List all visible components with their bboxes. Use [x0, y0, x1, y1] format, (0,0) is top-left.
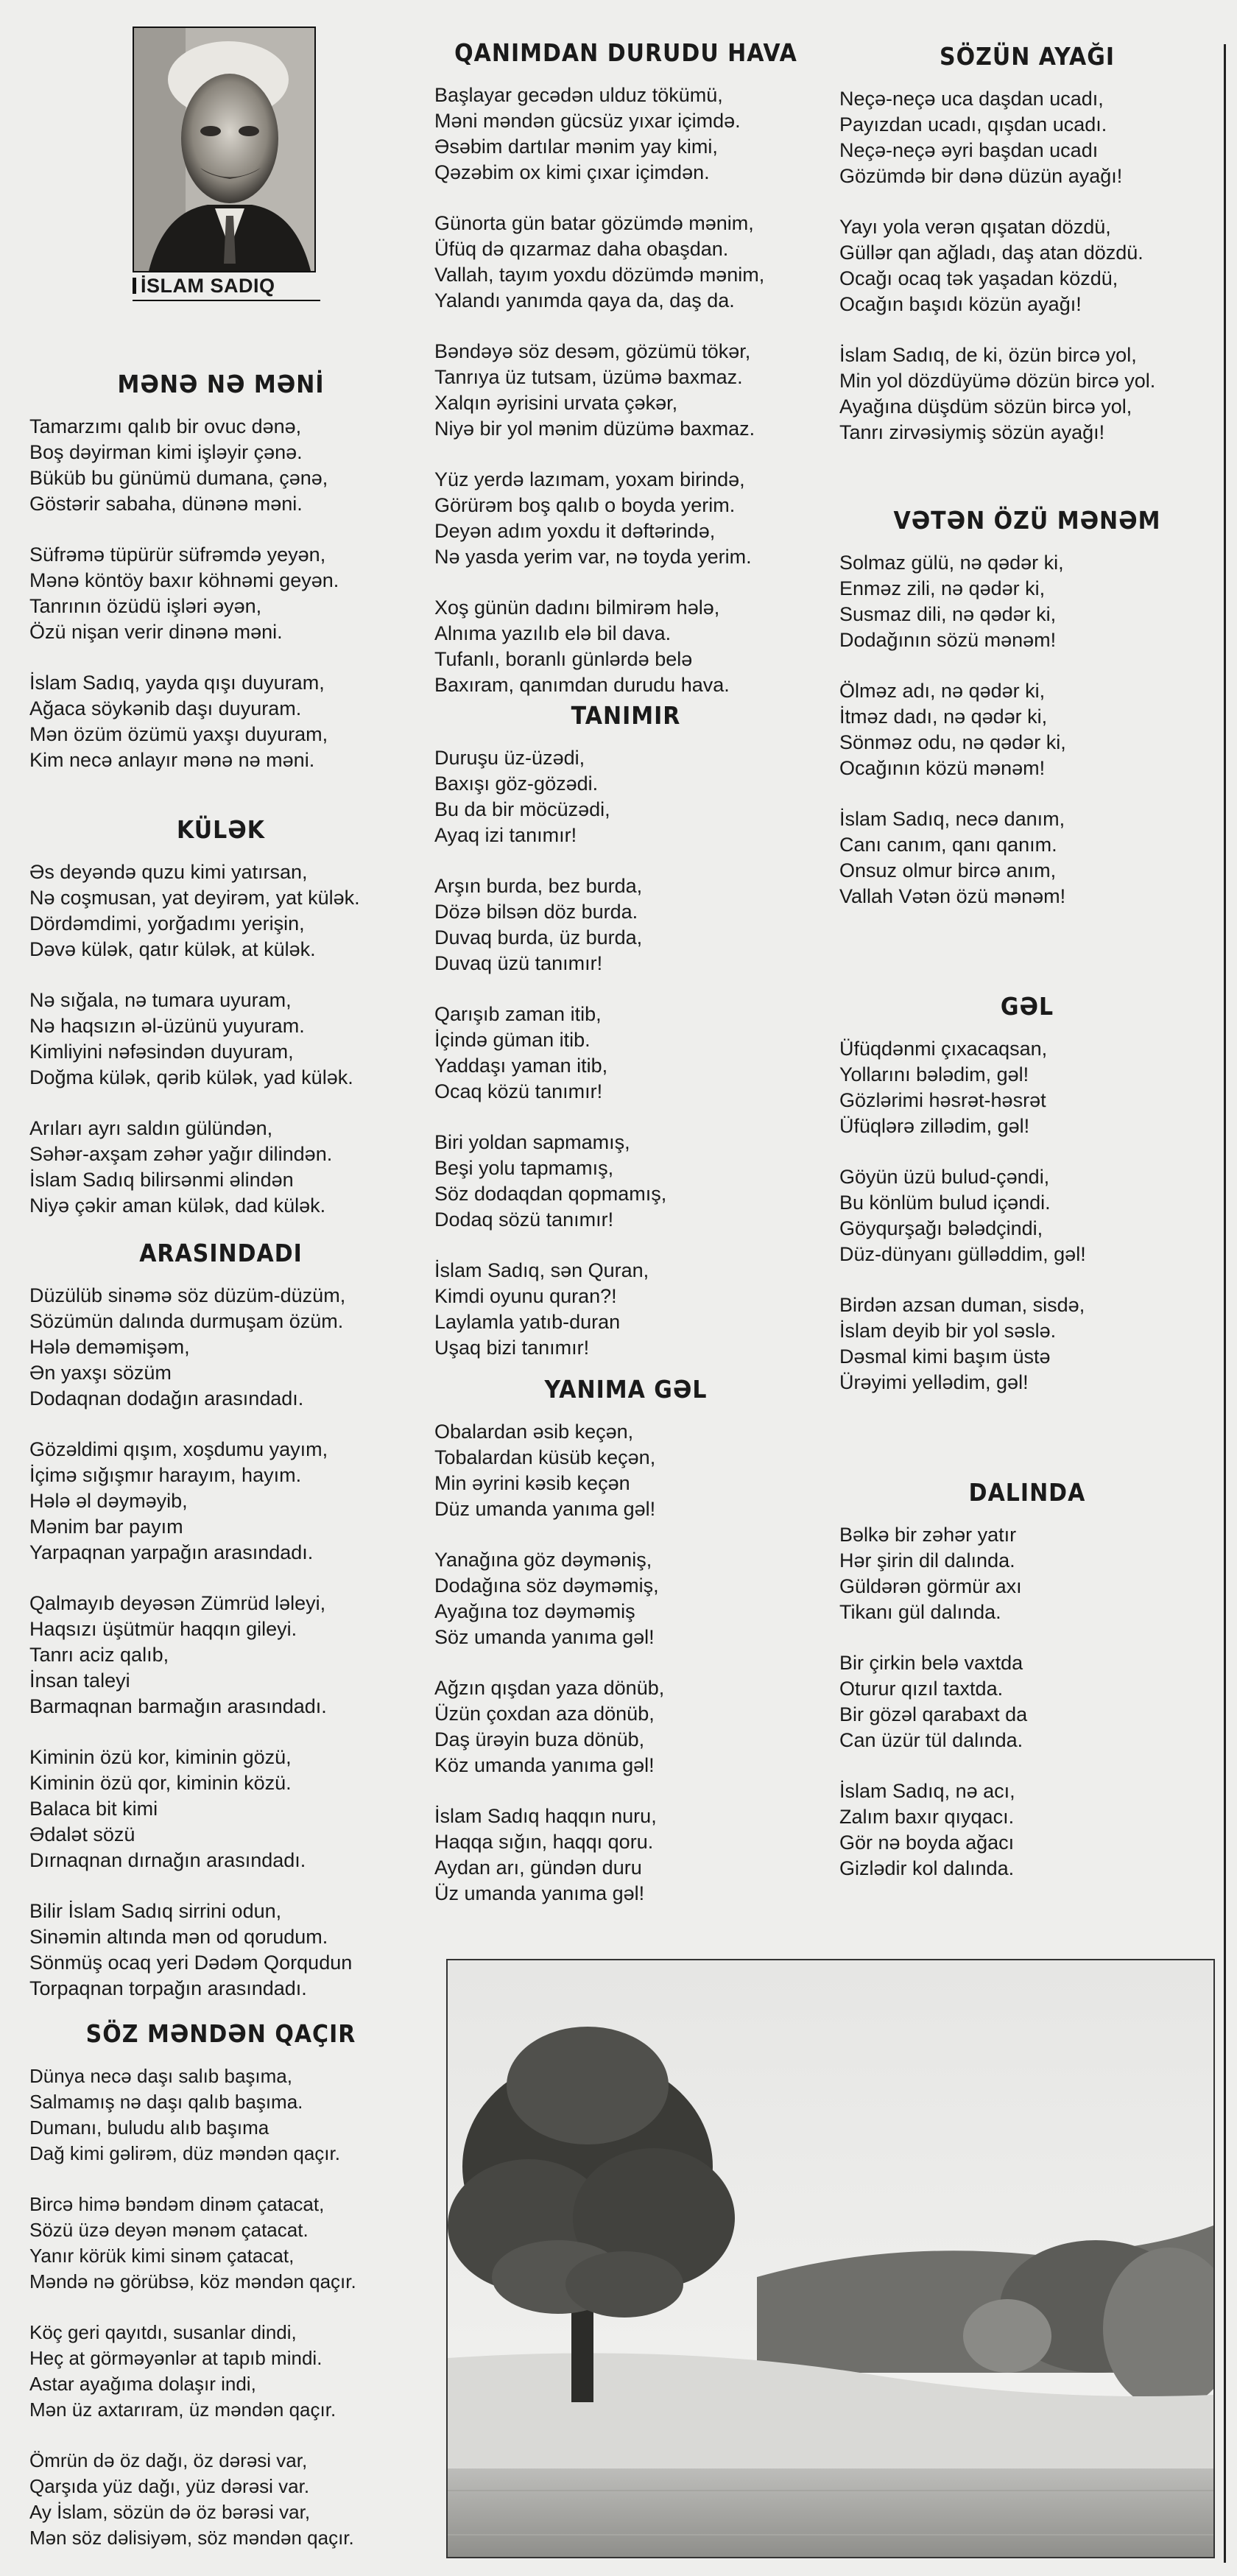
poem-line: Ocaq közü tanımır! — [434, 1080, 603, 1102]
poem-line: Ocağın başıdı közün ayağı! — [839, 293, 1082, 315]
poem-line: Tanrının özüdü işləri əyən, — [29, 595, 262, 617]
poem-line: Gözəldimi qışım, xoşdumu yayım, — [29, 1438, 328, 1460]
poem-line: İslam deyib bir yol səslə. — [839, 1320, 1057, 1342]
poem-line: Bu könlüm bulud içəndi. — [839, 1192, 1051, 1214]
poem-line: Söz dodaqdan qopmamış, — [434, 1183, 667, 1205]
poem-line: Məndə nə görübsə, köz məndən qaçır. — [29, 2270, 356, 2292]
poem-line: Daş ürəyin buza dönüb, — [434, 1728, 645, 1750]
poem-line: Köç geri qayıtdı, susanlar dindi, — [29, 2321, 297, 2343]
poem-soz-menden-qacir — [29, 2021, 412, 2576]
poem-line: Salmamış nə daşı qalıb başıma. — [29, 2091, 303, 2113]
stanza — [839, 1522, 1215, 1625]
poem-line: Zalım baxır qıyqacı. — [839, 1806, 1015, 1828]
poem-line: Dırnaqnan dırnağın arasındadı. — [29, 1849, 306, 1871]
poem-line: Mənə köntöy baxır köhnəmi geyən. — [29, 569, 339, 591]
poem-line: Boş dəyirman kimi işləyir çənə. — [29, 441, 303, 463]
poem-line: Yayı yola verən qışatan dözdü, — [839, 216, 1111, 238]
poem-line: Duruşu üz-üzədi, — [434, 747, 585, 769]
poem-line: Canı canım, qanı qanım. — [839, 834, 1057, 856]
poem-line: Sinəmin altında mən od qorudum. — [29, 1926, 328, 1948]
stanza — [434, 211, 817, 314]
poem-line: Hələ əl dəyməyib, — [29, 1490, 188, 1512]
poem-line: Görürəm boş qalıb o boyda yerim. — [434, 494, 736, 516]
poem-line: Yanır körük kimi sinəm çatacat, — [29, 2245, 295, 2267]
poem-title: ARASINDADI — [139, 1239, 303, 1268]
poem-line: Aydan arı, gündən duru — [434, 1857, 642, 1879]
poem-line: Heç at görməyənlər at tapıb mindi. — [29, 2347, 323, 2369]
stanza — [434, 339, 817, 442]
poem-line: Qarşıda yüz dağı, yüz dərəsi var. — [29, 2475, 310, 2497]
stanza — [839, 1778, 1215, 1882]
poem-line: İtməz dadı, nə qədər ki, — [839, 705, 1048, 728]
poem-line: Mənim bar payım — [29, 1516, 183, 1538]
poem-line: Yanağına göz dəyməniş, — [434, 1549, 652, 1571]
poem-line: Tufanlı, boranlı günlərdə belə — [434, 648, 693, 670]
poem-line: Duvaq burda, üz burda, — [434, 926, 643, 949]
poem-line: Nə coşmusan, yat deyirəm, yat külək. — [29, 887, 360, 909]
poem-line: Məni məndən gücsüz yıxar içimdə. — [434, 110, 741, 132]
poem-line: İçində güman itib. — [434, 1029, 591, 1051]
poem-line: Mən özüm özümü yaxşı duyuram, — [29, 723, 328, 745]
poem-title: KÜLƏK — [177, 816, 265, 845]
poem-line: Neçə-neçə uca daşdan ucadı, — [839, 88, 1104, 110]
poem-title: GƏL — [1000, 993, 1054, 1021]
poem-line: Baxıram, qanımdan durudu hava. — [434, 674, 730, 696]
poem-line: Tamarzımı qalıb bir ovuc dənə, — [29, 415, 302, 437]
poem-title: VƏTƏN ÖZÜ MƏNƏM — [893, 507, 1161, 535]
poem-line: Özü nişan verir dinənə məni. — [29, 621, 283, 643]
poem-line: Gizlədir kol dalında. — [839, 1857, 1015, 1879]
poem-line: Astar ayağıma dolaşır indi, — [29, 2373, 256, 2395]
poem-line: Haqsızı üşütmür haqqın gileyi. — [29, 1618, 297, 1640]
poem-line: Ocağı ocaq tək yaşadan közdü, — [839, 267, 1118, 289]
stanza — [839, 678, 1215, 781]
poem-line: Sönməz odu, nə qədər ki, — [839, 731, 1066, 753]
poem-line: Üfüq də qızarmaz daha obaşdan. — [434, 238, 729, 260]
poem-line: Günorta gün batar gözümdə mənim, — [434, 212, 754, 234]
stanza — [434, 1002, 817, 1105]
poem-line: Doğma külək, qərib külək, yad külək. — [29, 1066, 353, 1088]
poem-line: Üfüqdənmi çıxacaqsan, — [839, 1038, 1048, 1060]
poem-line: Ürəyimi yellədim, gəl! — [839, 1371, 1029, 1393]
stanza — [29, 1745, 412, 1873]
stanza — [434, 1675, 817, 1778]
poem-line: Susmaz dili, nə qədər ki, — [839, 603, 1057, 625]
poem-line: Ağaca söykənib daşı duyuram. — [29, 697, 302, 719]
poem-line: Solmaz gülü, nə qədər ki, — [839, 552, 1064, 574]
poem-line: Göstərir sabaha, dünənə məni. — [29, 493, 303, 515]
tree-landscape-image — [448, 1960, 1213, 2557]
stanza — [434, 745, 817, 848]
poem-line: Kimdi oyunu quran?! — [434, 1285, 617, 1307]
poem-kulek — [29, 817, 412, 1244]
poem-line: Bircə himə bəndəm dinəm çatacat, — [29, 2193, 325, 2215]
poem-line: İslam Sadıq, de ki, özün bircə yol, — [839, 344, 1137, 366]
poem-line: Hər şirin dil dalında. — [839, 1549, 1015, 1572]
poem-line: Payızdan ucadı, qışdan ucadı. — [839, 113, 1107, 136]
poem-title: TANIMIR — [571, 702, 681, 731]
poem-line: Əs deyəndə quzu kimi yatırsan, — [29, 861, 308, 883]
author-portrait-image — [134, 28, 314, 271]
poem-line: Ocağının közü mənəm! — [839, 757, 1046, 779]
stanza — [29, 1116, 412, 1219]
stanza — [839, 1036, 1215, 1139]
poem-line: Düzülüb sinəmə söz düzüm-düzüm, — [29, 1284, 346, 1306]
poem-line: Qarışıb zaman itib, — [434, 1003, 602, 1025]
poem-line: Min əyrini kəsib keçən — [434, 1472, 630, 1494]
poem-line: Üz umanda yanıma gəl! — [434, 1882, 645, 1904]
poem-line: Ayağına toz dəyməmiş — [434, 1600, 635, 1622]
stanza — [839, 86, 1215, 189]
poem-line: Duvaq üzü tanımır! — [434, 952, 603, 974]
poem-line: Göyün üzü bulud-çəndi, — [839, 1166, 1050, 1188]
poem-title: MƏNƏ NƏ MƏNİ — [117, 370, 325, 399]
poem-line: Dumanı, buludu alıb başıma — [29, 2116, 269, 2139]
poem-line: Uşaq bizi tanımır! — [434, 1337, 590, 1359]
poem-line: İslam Sadıq, sən Quran, — [434, 1259, 649, 1281]
poem-line: İslam Sadıq, yayda qışı duyuram, — [29, 672, 325, 694]
stanza — [29, 2192, 412, 2295]
poem-line: Yollarını bələdim, gəl! — [839, 1063, 1029, 1085]
poem-line: Səhər-axşam zəhər yağır dilindən. — [29, 1143, 333, 1165]
poem-line: Neçə-neçə əyri başdan ucadı — [839, 139, 1099, 161]
stanza — [29, 988, 412, 1091]
poem-line: Qəzəbim ox kimi çıxar içimdən. — [434, 161, 710, 183]
poem-dalinda — [839, 1480, 1215, 1907]
poem-line: Dodağına söz dəyməmiş, — [434, 1574, 659, 1597]
poem-line: Oturur qızıl taxtda. — [839, 1678, 1004, 1700]
poem-line: İslam Sadıq bilirsənmi əlindən — [29, 1169, 294, 1191]
poem-line: Qalmayıb deyəsən Zümrüd ləleyi, — [29, 1592, 326, 1614]
author-caption: İSLAM SADIQ — [133, 275, 320, 301]
author-portrait — [133, 27, 316, 272]
poem-line: Xoş günün dadını bilmirəm hələ, — [434, 597, 720, 619]
poem-title: QANIMDAN DURUDU HAVA — [454, 39, 797, 68]
stanza — [29, 2448, 412, 2551]
stanza — [29, 859, 412, 963]
poem-line: Tanrı zirvəsiymiş sözün ayağı! — [839, 421, 1105, 443]
poem-line: Kim necə anlayır mənə nə məni. — [29, 749, 315, 771]
poem-line: Enməz zili, nə qədər ki, — [839, 577, 1046, 599]
poem-line: Dəsmal kimi başım üstə — [839, 1345, 1051, 1368]
poem-line: Bir çirkin belə vaxtda — [839, 1652, 1023, 1674]
poem-line: Vallah, tayım yoxdu dözümdə mənim, — [434, 264, 765, 286]
poem-line: Tanrı aciz qalıb, — [29, 1644, 169, 1666]
poem-line: Ədalət sözü — [29, 1823, 135, 1845]
stanza — [434, 467, 817, 570]
poem-line: Sözü üzə deyən mənəm çatacat. — [29, 2219, 309, 2241]
poem-line: Bir gözəl qarabaxt da — [839, 1703, 1028, 1725]
poem-line: Bəndəyə söz desəm, gözümü tökər, — [434, 340, 751, 362]
poem-line: Haqqa sığın, haqqı qoru. — [434, 1831, 654, 1853]
poem-arasindadi — [29, 1241, 412, 2027]
stanza — [839, 1650, 1215, 1753]
poem-line: Arşın burda, bez burda, — [434, 875, 643, 897]
poem-line: Güldərən görmür axı — [839, 1575, 1022, 1597]
poem-line: Mən söz dəlisiyəm, söz məndən qaçır. — [29, 2527, 354, 2549]
poem-line: İslam Sadıq, nə acı, — [839, 1780, 1015, 1802]
poem-line: Ömrün də öz dağı, öz dərəsi var, — [29, 2449, 308, 2471]
poem-line: Laylamla yatıb-duran — [434, 1311, 621, 1333]
stanza — [839, 342, 1215, 446]
stanza — [839, 550, 1215, 653]
poem-line: Nə sığala, nə tumara uyuram, — [29, 989, 292, 1011]
poem-line: Arıları ayrı saldın gülündən, — [29, 1117, 273, 1139]
poem-line: Tobalardan küsüb keçən, — [434, 1446, 656, 1468]
poem-sozun-ayagi — [839, 44, 1215, 471]
stanza — [434, 82, 817, 186]
poem-line: Göyqurşağı bələdçindi, — [839, 1217, 1043, 1239]
stanza — [434, 1803, 817, 1907]
poem-line: Kiminin özü kor, kiminin gözü, — [29, 1746, 292, 1768]
poem-line: Ağzın qışdan yaza dönüb, — [434, 1677, 665, 1699]
stanza — [839, 1164, 1215, 1267]
poem-line: Dodaq sözü tanımır! — [434, 1208, 614, 1231]
column-rule — [1224, 44, 1226, 2563]
poem-line: Bu da bir möcüzədi, — [434, 798, 610, 820]
poem-line: Mən üz axtarıram, üz məndən qaçır. — [29, 2399, 336, 2421]
poem-line: Başlayar gecədən ulduz tökümü, — [434, 84, 723, 106]
stanza — [839, 214, 1215, 317]
stanza — [29, 1898, 412, 2002]
stanza — [434, 1130, 817, 1233]
poem-line: Güllər qan ağladı, daş atan dözdü. — [839, 242, 1143, 264]
stanza — [29, 542, 412, 645]
poem-line: Hələ deməmişəm, — [29, 1336, 190, 1358]
landscape-photo — [446, 1959, 1215, 2558]
poem-line: Niyə çəkir aman külək, dad külək. — [29, 1194, 326, 1217]
poem-line: Büküb bu günümü dumana, çənə, — [29, 467, 328, 489]
poem-line: Üfüqlərə zillədim, gəl! — [839, 1115, 1030, 1137]
poem-line: Dözə bilsən döz burda. — [434, 901, 638, 923]
poem-title: YANIMA GƏL — [544, 1376, 708, 1404]
poem-qanimdan-durudu-hava — [434, 41, 817, 723]
stanza — [434, 1547, 817, 1650]
poem-title: SÖZ MƏNDƏN QAÇIR — [85, 2020, 356, 2049]
poem-line: Deyən adım yoxdu it dəftərində, — [434, 520, 716, 542]
poem-line: Tanrıya üz tutsam, üzümə baxmaz. — [434, 366, 743, 388]
stanza — [29, 2320, 412, 2423]
poem-line: Obalardan əsib keçən, — [434, 1421, 634, 1443]
poem-line: Ayaq izi tanımır! — [434, 824, 577, 846]
poem-tanimir — [434, 703, 817, 1386]
poem-line: Dəvə külək, qatır külək, at külək. — [29, 938, 316, 960]
stanza — [434, 873, 817, 976]
poem-line: Dağ kimi gəlirəm, düz məndən qaçır. — [29, 2142, 340, 2164]
poem-line: Tikanı gül dalında. — [839, 1601, 1001, 1623]
poem-line: Gözümdə bir dənə düzün ayağı! — [839, 165, 1123, 187]
poem-line: Ən yaxşı sözüm — [29, 1362, 172, 1384]
poem-line: Üzün çoxdan aza dönüb, — [434, 1703, 655, 1725]
poem-line: Dördəmdimi, yorğadımı yerişin, — [29, 912, 305, 935]
poem-yanima-gel — [434, 1377, 817, 1932]
poem-line: Bilir İslam Sadıq sirrini odun, — [29, 1900, 282, 1922]
poem-line: Balaca bit kimi — [29, 1798, 158, 1820]
poem-line: Dodaqnan dodağın arasındadı. — [29, 1387, 304, 1410]
stanza — [29, 1591, 412, 1720]
poem-line: Yalandı yanımda qaya da, daş da. — [434, 289, 735, 312]
poem-line: Nə haqsızın əl-üzünü yuyuram. — [29, 1015, 305, 1037]
poem-line: Dünya necə daşı salıb başıma, — [29, 2065, 292, 2087]
stanza — [29, 670, 412, 773]
stanza — [434, 595, 817, 698]
poem-line: Ayağına düşdüm sözün bircə yol, — [839, 395, 1132, 418]
stanza — [29, 2063, 412, 2167]
poem-line: Xalqın əyrisini urvata çəkər, — [434, 392, 678, 414]
poem-line: Torpaqnan torpağın arasındadı. — [29, 1977, 307, 1999]
poem-title: DALINDA — [968, 1479, 1086, 1507]
poem-line: İslam Sadıq, necə danım, — [839, 808, 1065, 830]
poem-line: Kimliyini nəfəsindən duyuram, — [29, 1041, 294, 1063]
poem-line: Onsuz olmur bircə anım, — [839, 859, 1057, 881]
poem-line: Düz umanda yanıma gəl! — [434, 1498, 656, 1520]
poem-line: Bəlkə bir zəhər yatır — [839, 1524, 1017, 1546]
poem-line: Baxışı göz-gözədi. — [434, 773, 599, 795]
stanza — [434, 1258, 817, 1361]
poem-mene-ne-meni — [29, 372, 412, 798]
poem-line: Sözümün dalında durmuşam özüm. — [29, 1310, 344, 1332]
poem-line: İnsan taleyi — [29, 1669, 130, 1692]
poem-line: İçimə sığışmır harayım, hayım. — [29, 1464, 302, 1486]
poem-title: SÖZÜN AYAĞI — [940, 43, 1115, 71]
stanza — [434, 1419, 817, 1522]
poem-line: İslam Sadıq haqqın nuru, — [434, 1805, 657, 1827]
poem-line: Niyə bir yol mənim düzümə baxmaz. — [434, 418, 755, 440]
poem-line: Min yol dözdüyümə dözün bircə yol. — [839, 370, 1156, 392]
poem-line: Gözlərimi həsrət-həsrət — [839, 1089, 1046, 1111]
poem-line: Gör nə boyda ağacı — [839, 1831, 1015, 1854]
poem-line: Yaddaşı yaman itib, — [434, 1055, 608, 1077]
poem-line: Köz umanda yanıma gəl! — [434, 1754, 655, 1776]
poem-line: Can üzür tül dalında. — [839, 1729, 1023, 1751]
poem-line: Yüz yerdə lazımam, yoxam birində, — [434, 468, 745, 490]
poem-line: Nə yasda yerim var, nə toyda yerim. — [434, 546, 752, 568]
poem-line: Söz umanda yanıma gəl! — [434, 1626, 655, 1648]
stanza — [839, 1292, 1215, 1396]
stanza — [839, 806, 1215, 909]
stanza — [29, 1437, 412, 1566]
poem-line: Beşi yolu tapmamış, — [434, 1157, 614, 1179]
poem-line: Kiminin özü qor, kiminin közü. — [29, 1772, 292, 1794]
poem-line: Birdən azsan duman, sisdə, — [839, 1294, 1085, 1316]
poem-line: Ölməz adı, nə qədər ki, — [839, 680, 1046, 702]
poem-veten-ozu-menem — [839, 508, 1215, 935]
poem-line: Alnıma yazılıb elə bil dava. — [434, 622, 672, 644]
poem-line: Biri yoldan sapmamış, — [434, 1131, 630, 1153]
poem-line: Vallah Vətən özü mənəm! — [839, 885, 1066, 907]
poem-line: Sönmüş ocaq yeri Dədəm Qorqudun — [29, 1952, 353, 1974]
poem-line: Ay İslam, sözün də öz bərəsi var, — [29, 2501, 311, 2523]
poem-line: Dodağının sözü mənəm! — [839, 629, 1057, 651]
stanza — [29, 1283, 412, 1412]
poem-line: Barmaqnan barmağın arasındadı. — [29, 1695, 327, 1717]
poem-line: Süfrəmə tüpürür süfrəmdə yeyən, — [29, 543, 326, 566]
poem-line: Yarpaqnan yarpağın arasındadı. — [29, 1541, 314, 1563]
poem-gel — [839, 994, 1215, 1421]
stanza — [29, 414, 412, 517]
poem-line: Əsəbim dartılar mənim yay kimi, — [434, 136, 718, 158]
poem-line: Düz-dünyanı gülləddim, gəl! — [839, 1243, 1086, 1265]
